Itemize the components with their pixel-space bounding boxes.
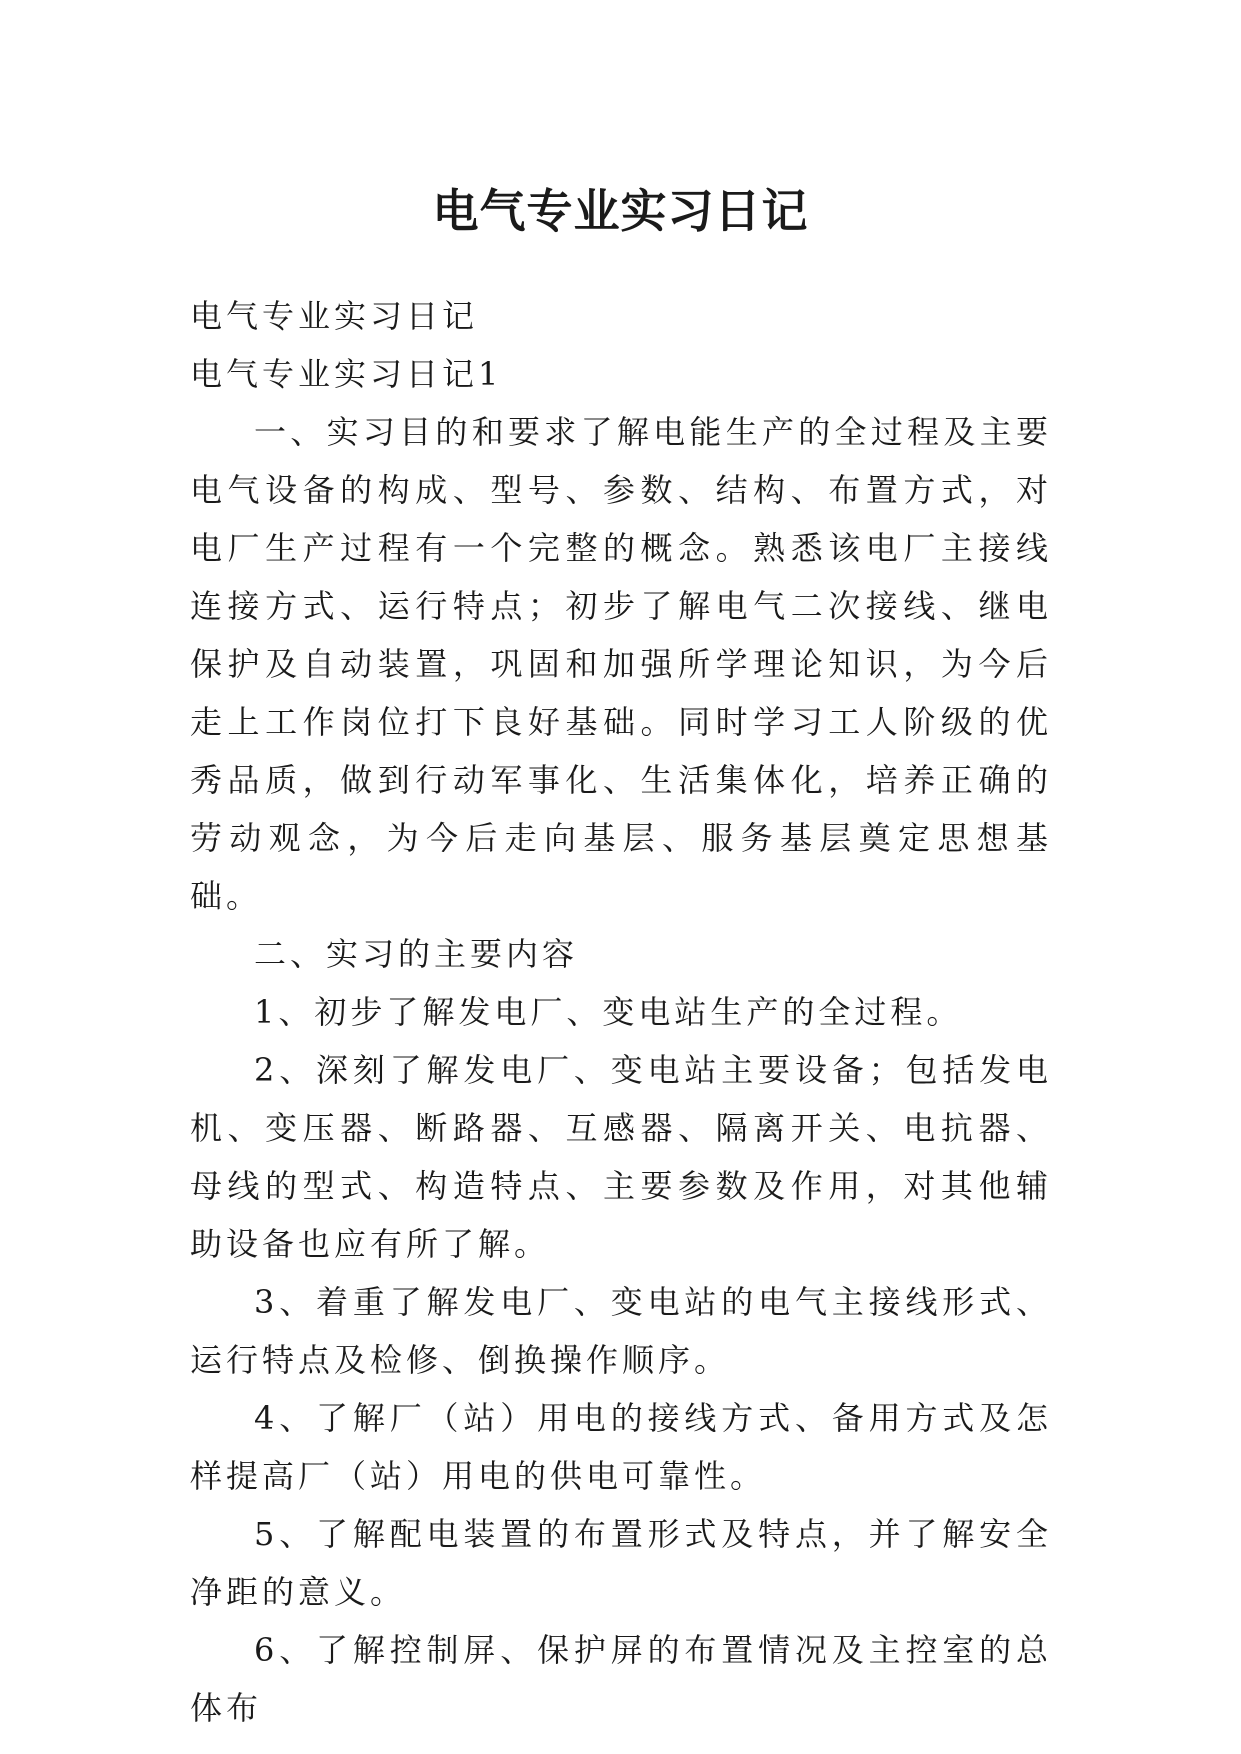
paragraph-item-1: 1、初步了解发电厂、变电站生产的全过程。: [254, 993, 963, 1031]
document-body: [190, 287, 1052, 1737]
paragraph-item-3: 3、着重了解发电厂、变电站的电气主接线形式、运行特点及检修、倒换操作顺序。: [190, 1283, 1052, 1379]
paragraph-content-heading: 二、实习的主要内容: [254, 935, 579, 973]
paragraph-item-6: 6、了解控制屏、保护屏的布置情况及主控室的总体布: [190, 1631, 1052, 1727]
section-heading: 电气专业实习日记1: [190, 355, 503, 393]
paragraph-item-4: 4、了解厂（站）用电的接线方式、备用方式及怎样提高厂（站）用电的供电可靠性。: [190, 1399, 1052, 1495]
document-subtitle: 电气专业实习日记: [190, 297, 479, 335]
paragraph-purpose: 一、实习目的和要求了解电能生产的全过程及主要电气设备的构成、型号、参数、结构、布置方式，对电厂生产过程有一个完整的概念。熟悉该电厂主接线连接方式、运行特点；初步了解电气二次接线、继电保护及自动装置，巩固和加强所学理论知识，为今后走上工作岗位打下良好基础。同时学习工人阶级的优秀品质，做到行动军事化、生活集体化，培养正确的劳动观念，为今后走向基层、服务基层奠定思想基础。: [190, 413, 1052, 915]
document-title: 电气专业实习日记: [432, 183, 809, 238]
paragraph-item-2: 2、深刻了解发电厂、变电站主要设备；包括发电机、变压器、断路器、互感器、隔离开关、电抗器、母线的型式、构造特点、主要参数及作用，对其他辅助设备也应有所了解。: [190, 1051, 1052, 1263]
paragraph-item-5: 5、了解配电装置的布置形式及特点，并了解安全净距的意义。: [190, 1515, 1052, 1611]
